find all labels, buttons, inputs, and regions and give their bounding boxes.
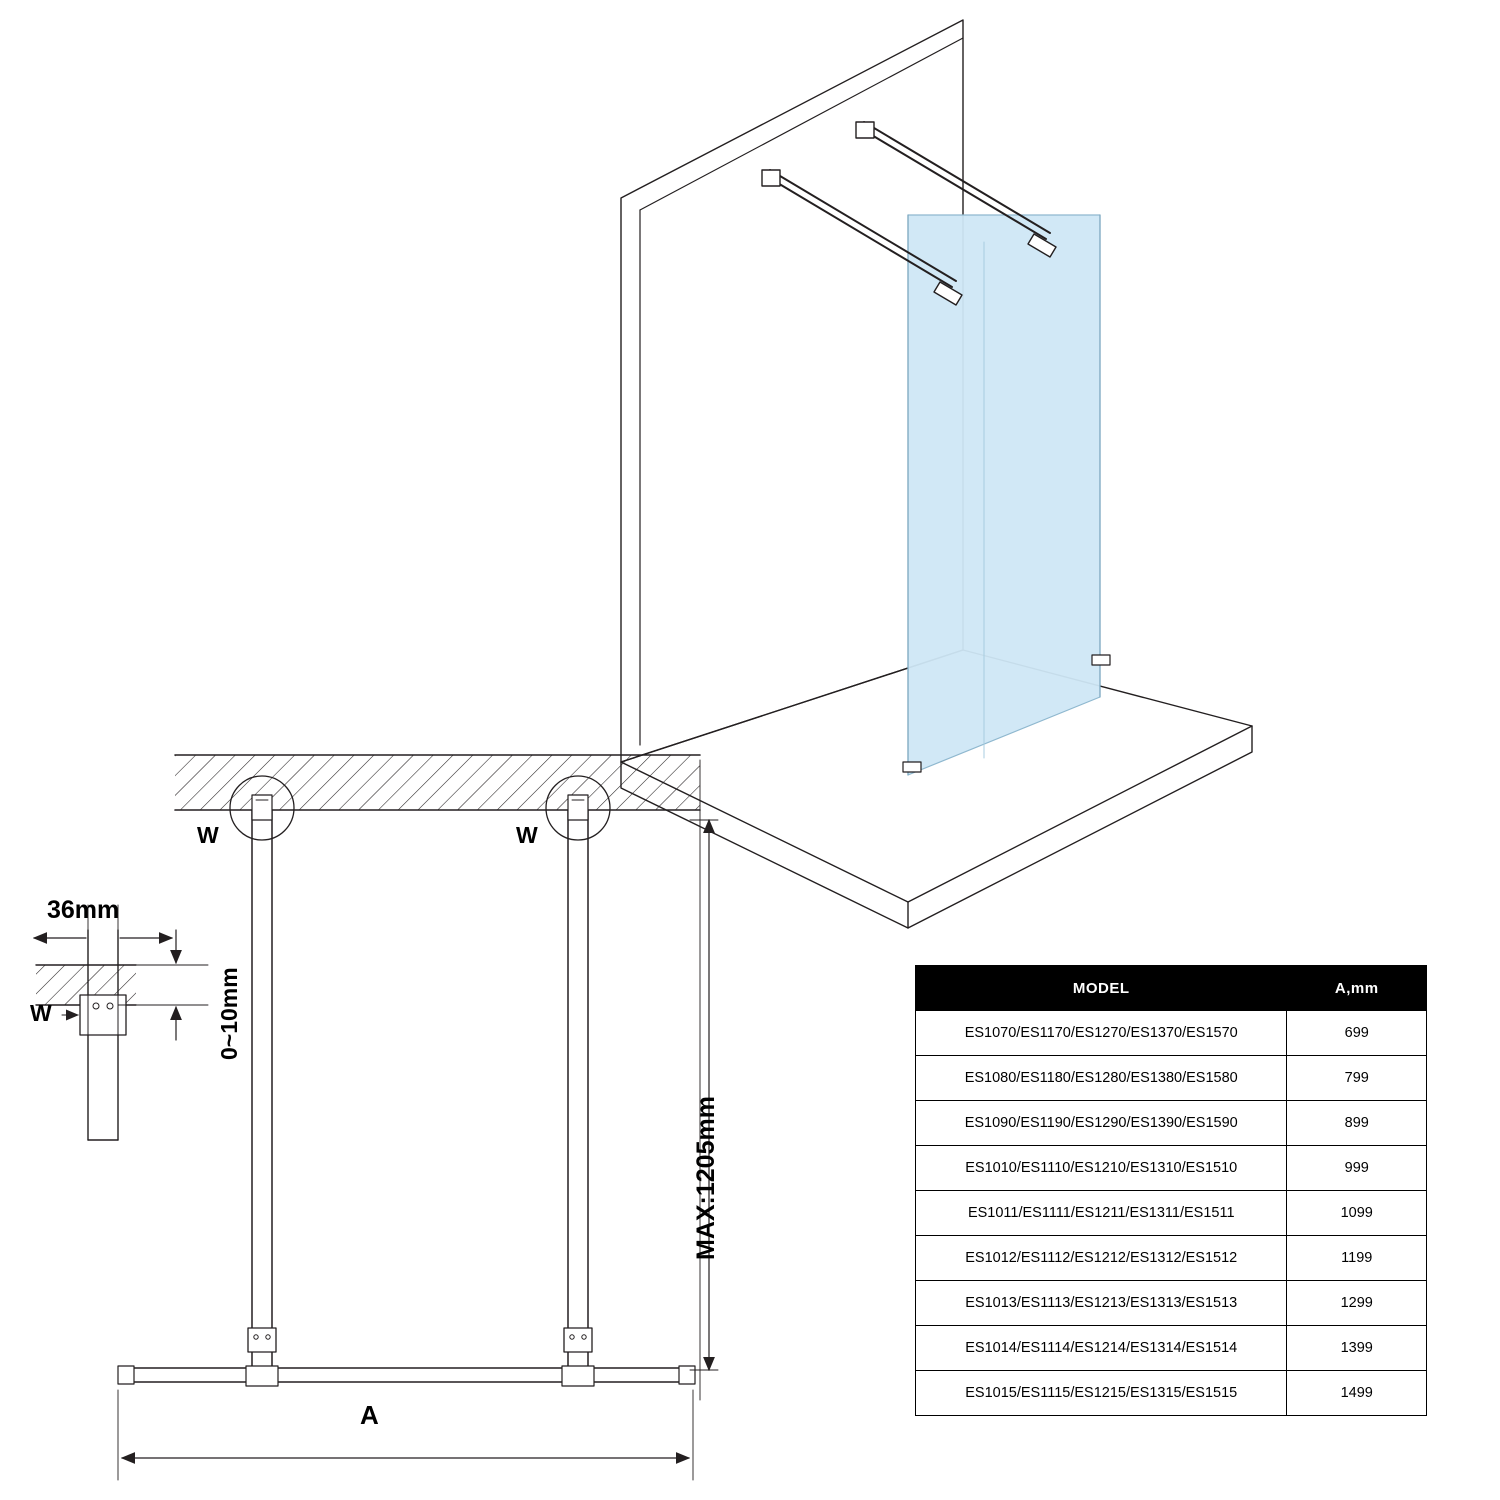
cell-a-mm: 1199 — [1287, 1236, 1427, 1281]
table-row — [916, 1101, 1427, 1146]
cell-a-mm: 1099 — [1287, 1191, 1427, 1236]
cell-model: ES1013/ES1113/ES1213/ES1313/ES1513 — [916, 1281, 1287, 1326]
cell-a-mm: 799 — [1287, 1056, 1427, 1101]
model-spec-table — [915, 965, 1427, 1416]
cell-a-mm: 1499 — [1287, 1371, 1427, 1416]
dimension-36mm: 36mm — [47, 896, 120, 924]
table-row — [916, 1056, 1427, 1101]
bracket-label-w-top-right: W — [516, 822, 538, 848]
column-header-model: MODEL — [916, 966, 1287, 1011]
cell-model: ES1090/ES1190/ES1290/ES1390/ES1590 — [916, 1101, 1287, 1146]
table-body — [916, 1011, 1427, 1416]
table-row — [916, 1191, 1427, 1236]
table-header-row — [916, 966, 1427, 1011]
cell-model: ES1012/ES1112/ES1212/ES1312/ES1512 — [916, 1236, 1287, 1281]
cell-model: ES1080/ES1180/ES1280/ES1380/ES1580 — [916, 1056, 1287, 1101]
cell-model: ES1010/ES1110/ES1210/ES1310/ES1510 — [916, 1146, 1287, 1191]
cell-model: ES1011/ES1111/ES1211/ES1311/ES1511 — [916, 1191, 1287, 1236]
table-row — [916, 1236, 1427, 1281]
table-row — [916, 1146, 1427, 1191]
table-row — [916, 1371, 1427, 1416]
bracket-label-w-detail: W — [30, 1000, 52, 1026]
bracket-label-w-top-left: W — [197, 822, 219, 848]
cell-a-mm: 1299 — [1287, 1281, 1427, 1326]
table-row — [916, 1281, 1427, 1326]
dimension-max-height: MAX:1205mm — [692, 1096, 720, 1260]
cell-model: ES1014/ES1114/ES1214/ES1314/ES1514 — [916, 1326, 1287, 1371]
cell-a-mm: 999 — [1287, 1146, 1427, 1191]
table-row — [916, 1011, 1427, 1056]
cell-model: ES1015/ES1115/ES1215/ES1315/ES1515 — [916, 1371, 1287, 1416]
dimension-gap-0-10mm: 0~10mm — [216, 967, 242, 1060]
table-row — [916, 1326, 1427, 1371]
dimension-a: A — [360, 1400, 379, 1430]
column-header-a-mm: A,mm — [1287, 966, 1427, 1011]
cell-model: ES1070/ES1170/ES1270/ES1370/ES1570 — [916, 1011, 1287, 1056]
cell-a-mm: 699 — [1287, 1011, 1427, 1056]
cell-a-mm: 1399 — [1287, 1326, 1427, 1371]
cell-a-mm: 899 — [1287, 1101, 1427, 1146]
